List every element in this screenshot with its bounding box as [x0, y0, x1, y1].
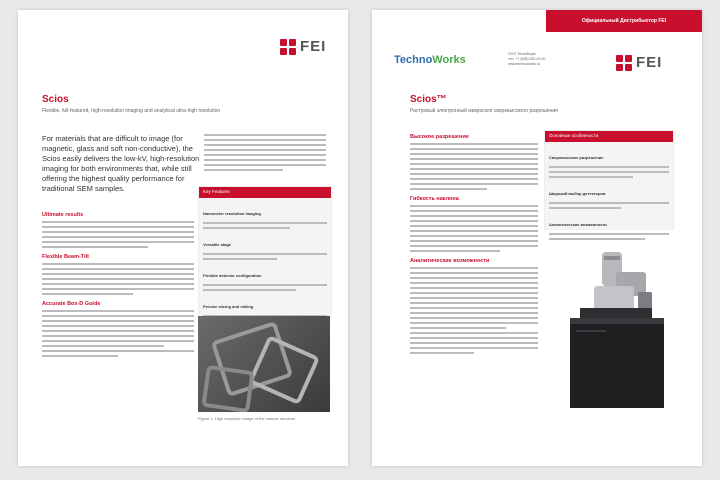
fei-logo-word: FEI	[636, 54, 663, 71]
brochure-page-right	[372, 10, 702, 466]
section-heading: Аналитические возможности	[410, 258, 490, 264]
feature-item: Широкий выбор детекторов	[549, 191, 606, 196]
lead-paragraph: For materials that are difficult to image (for magnetic, glass and soft non-conductive), the Scios easily delivers the low-kV, high-resolution imaging for both environments that, while still offering the highest quality performance for traditional SEM samples.	[42, 134, 200, 193]
fei-logo-icon	[616, 55, 632, 71]
feature-box	[198, 186, 332, 318]
body-text	[410, 267, 538, 354]
feature-item: Nanometer resolution imaging	[203, 211, 261, 216]
partner-contact	[508, 52, 578, 67]
brochure-page-left	[18, 10, 348, 466]
partner-logo	[394, 54, 466, 66]
fei-logo-word: FEI	[300, 38, 327, 55]
feature-item: Аналитические возможности	[549, 222, 607, 227]
feature-box-title: Key Features	[199, 187, 331, 198]
body-text	[410, 143, 538, 190]
section-heading: Flexible Beam-Tilt	[42, 254, 89, 260]
fei-logo	[616, 54, 662, 71]
left-column	[42, 206, 194, 357]
feature-item: Flexible detector configuration	[203, 273, 262, 278]
contact-line: www.technoworks.ru	[508, 62, 541, 66]
fei-logo-icon	[280, 39, 296, 55]
sem-image	[198, 316, 330, 412]
section-heading: Гибкость наклона	[410, 196, 459, 202]
text-column	[410, 128, 538, 354]
distributor-banner: Официальный Дистрибьютор FEI	[546, 10, 702, 32]
page-title: Scios™	[410, 94, 447, 105]
right-column-text	[204, 134, 326, 171]
fei-logo	[280, 38, 326, 55]
section-heading: Высокое разрешение	[410, 134, 469, 140]
partner-logo-part-a: Techno	[394, 54, 433, 66]
feature-item: Precise slicing and milling	[203, 304, 254, 309]
microscope-illustration	[564, 246, 676, 412]
page-title: Scios	[42, 94, 69, 105]
partner-logo-part-b: Works	[432, 54, 466, 66]
contact-line: ООО ТехноВоркс	[508, 52, 537, 56]
body-text	[42, 263, 194, 295]
section-heading: Accurate Box-D Guide	[42, 301, 101, 307]
feature-box-title: Основные особенности	[545, 131, 673, 142]
feature-box	[544, 130, 674, 230]
contact-line: тел. +7 (495) 000-00-00	[508, 57, 546, 61]
section-heading: Ultimate results	[42, 212, 84, 218]
feature-item: Versatile stage	[203, 242, 232, 247]
feature-item: Сверхвысокое разрешение	[549, 155, 604, 160]
body-text	[42, 221, 194, 248]
page-subtitle: Flexible, full-featured, high-resolution imaging and analytical ultra-high resolution	[42, 108, 221, 114]
body-text	[410, 205, 538, 252]
image-caption: Figure 1. High resolution image of the sample structure	[198, 416, 296, 421]
body-text	[42, 310, 194, 357]
page-subtitle: Растровый электронный микроскоп сверхвысокого разрешения	[410, 108, 558, 114]
